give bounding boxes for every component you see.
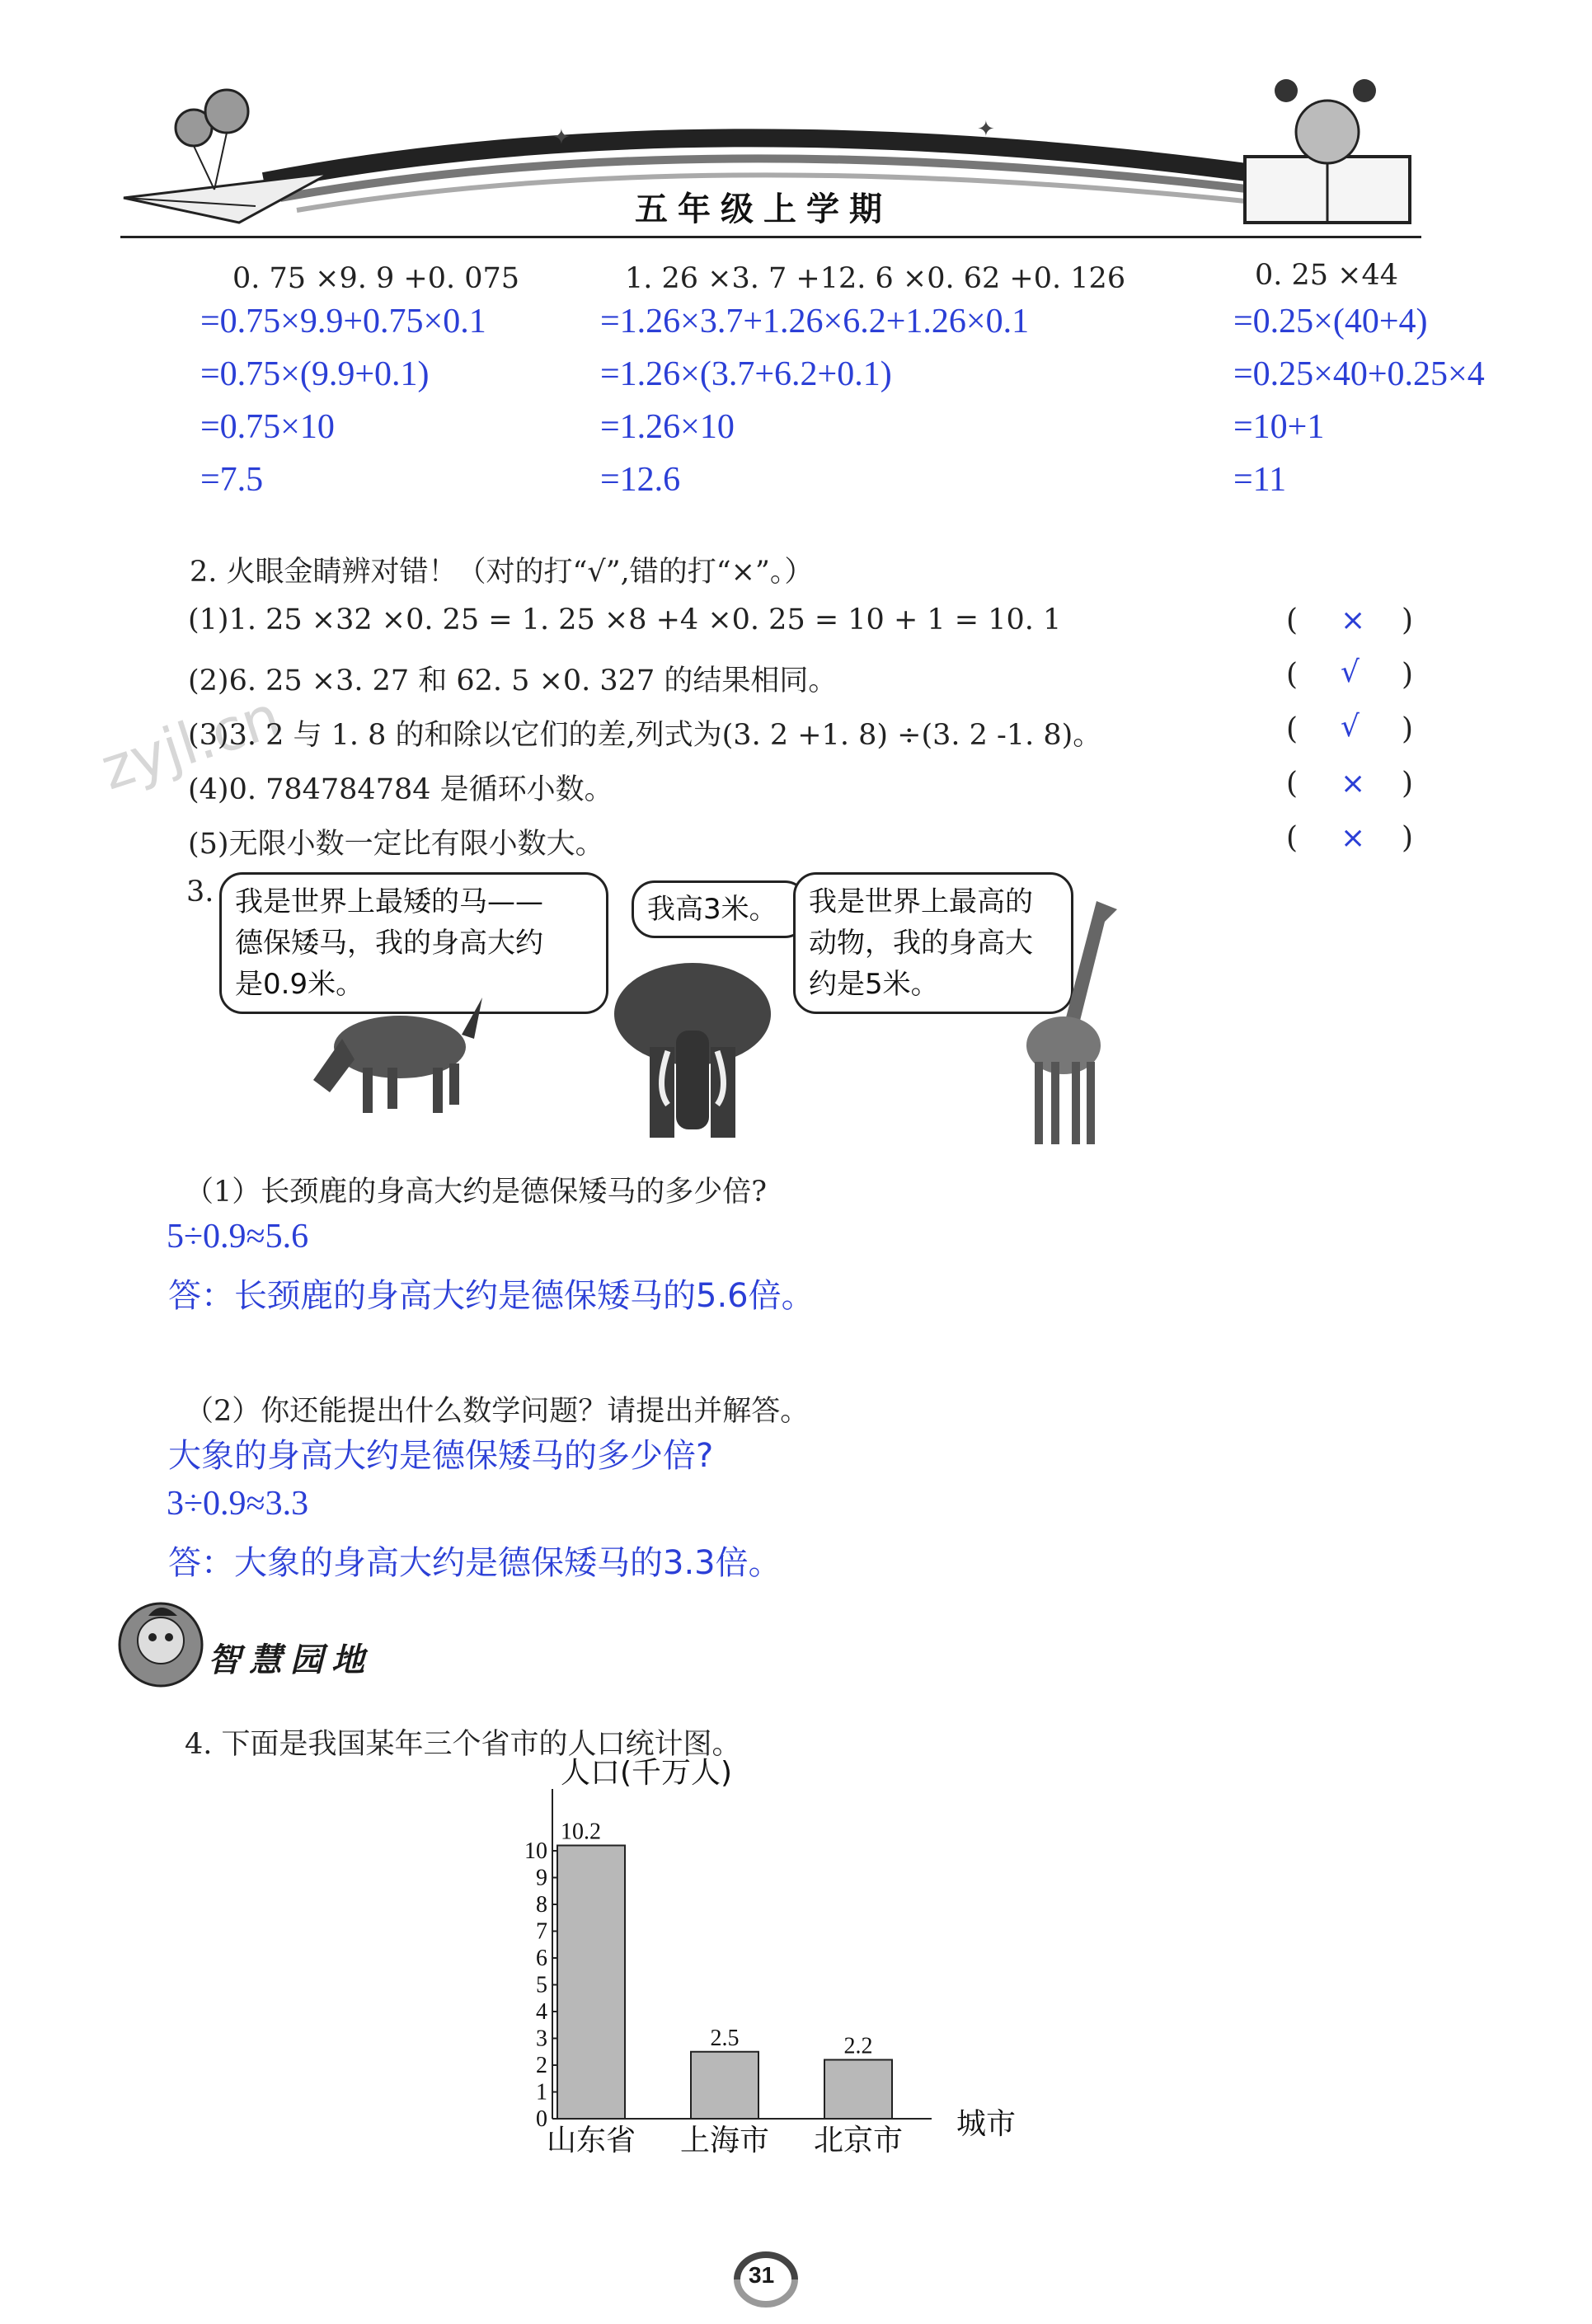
y-tick-label: 8 [536,1892,547,1918]
calc-step: =0.75×10 [200,408,335,446]
y-tick-label: 1 [536,2079,547,2106]
answer-paren-open: ( [1286,767,1298,800]
y-tick-label: 6 [536,1946,547,1971]
data-label: 2.5 [710,2025,740,2051]
answer-paren-open: ( [1286,603,1298,637]
svg-text:✦: ✦ [552,125,571,150]
y-tick-label: 0 [536,2106,547,2132]
calc-step: =1.26×3.7+1.26×6.2+1.26×0.1 [600,303,1030,340]
y-tick-label: 7 [536,1918,547,1945]
q3-sub2-calc: 3÷0.9≈3.3 [167,1485,309,1523]
answer-paren-close: ) [1402,821,1414,855]
calc-step: =10+1 [1233,408,1325,446]
svg-text:✦: ✦ [977,117,995,142]
data-label: 2.2 [843,2033,873,2059]
bubble-line: 我高3米。 [647,893,777,926]
bubble-line: 是0.9米。 [235,968,364,1001]
y-tick-label: 10 [524,1838,547,1864]
q2-item: (1)1. 25 ×32 ×0. 25 = 1. 25 ×8 +4 ×0. 25 = 10 + 1 = 10. 1 [188,603,1062,636]
bubble-line: 德保矮马，我的身高大约 [235,927,543,960]
answer-mark: × [1341,603,1366,637]
category-label: 山东省 [546,2124,636,2157]
answer-paren-close: ) [1402,767,1414,800]
giraffe-image [1006,889,1129,1153]
answer-paren-open: ( [1286,658,1298,692]
calc-step: =0.75×(9.9+0.1) [200,355,430,393]
calc-expr-1: 0. 75 ×9. 9 +0. 075 [232,262,520,295]
answer-paren-open: ( [1286,712,1298,746]
y-tick-label: 4 [536,1999,547,2025]
answer-paren-open: ( [1286,821,1298,855]
calc-step: =11 [1233,461,1287,499]
answer-mark: √ [1341,710,1360,744]
bubble-line: 约是5米。 [809,968,939,1001]
q2-item: (2)6. 25 ×3. 27 和 62. 5 ×0. 327 的结果相同。 [188,664,838,697]
bar [824,2060,892,2120]
x-axis-label: 城市 [956,2107,1017,2141]
bubble-line: 动物，我的身高大 [809,927,1033,960]
header-divider [120,236,1421,238]
calc-step: =0.75×9.9+0.75×0.1 [200,303,486,340]
answer-mark: × [1341,821,1366,855]
calc-step: =1.26×(3.7+6.2+0.1) [600,355,892,393]
category-label: 上海市 [679,2124,770,2157]
page-number: 31 [749,2262,775,2288]
category-label: 北京市 [813,2124,904,2157]
q3-sub2-ask: 大象的身高大约是德保矮马的多少倍? [168,1437,714,1475]
q3-sub1-calc: 5÷0.9≈5.6 [167,1218,309,1256]
calc-step: =12.6 [600,461,681,499]
q3-sub2-answer: 答：大象的身高大约是德保矮马的3.3倍。 [168,1544,782,1582]
answer-mark: × [1341,767,1366,800]
answer-paren-close: ) [1402,712,1414,746]
answer-paren-close: ) [1402,603,1414,637]
calc-step: =1.26×10 [600,408,735,446]
speech-bubble-elephant [632,880,808,938]
y-tick-label: 9 [536,1865,547,1891]
y-tick-label: 2 [536,2053,547,2078]
y-tick-label: 5 [536,1972,547,1998]
calc-step: =7.5 [200,461,264,499]
data-label: 10.2 [561,1819,601,1845]
bubble-line: 我是世界上最矮的马—— [235,885,543,918]
calc-expr-2: 1. 26 ×3. 7 +12. 6 ×0. 62 +0. 126 [625,262,1126,295]
q3-sub2-question: （2）你还能提出什么数学问题？请提出并解答。 [185,1395,810,1428]
answer-paren-close: ) [1402,658,1414,692]
section-mascot-icon [115,1599,206,1690]
q4-title: 4. 下面是我国某年三个省市的人口统计图。 [185,1728,741,1761]
header-title: 五年级上学期 [635,190,892,228]
q2-item: (4)0. 784784784 是循环小数。 [188,773,613,806]
q3-number: 3. [186,876,214,908]
q2-item: (5)无限小数一定比有限小数大。 [188,828,604,861]
population-bar-chart [495,1756,1121,2168]
pony-image [297,989,495,1121]
bar [691,2052,758,2119]
q3-sub1-answer: 答：长颈鹿的身高大约是德保矮马的5.6倍。 [168,1277,815,1315]
answer-mark: √ [1341,655,1360,689]
q2-item: (3)3. 2 与 1. 8 的和除以它们的差,列式为(3. 2 +1. 8) ÷(3. 2 -1. 8)。 [188,719,1102,752]
y-tick-label: 3 [536,2026,547,2052]
section-title: 智慧园地 [208,1641,373,1679]
elephant-image [610,956,775,1146]
q2-title: 2. 火眼金睛辨对错！（对的打“√”,错的打“×”。） [190,556,814,589]
q3-sub1-question: （1）长颈鹿的身高大约是德保矮马的多少倍? [185,1176,768,1209]
calc-expr-3: 0. 25 ×44 [1255,259,1399,292]
watermark: zyjl.cn [92,682,289,804]
bubble-line: 我是世界上最高的 [809,885,1033,918]
calc-step: =0.25×40+0.25×4 [1233,355,1485,393]
calc-step: =0.25×(40+4) [1233,303,1428,340]
bar [557,1846,625,2120]
y-axis-label: 人口(千万人) [561,1756,733,1790]
